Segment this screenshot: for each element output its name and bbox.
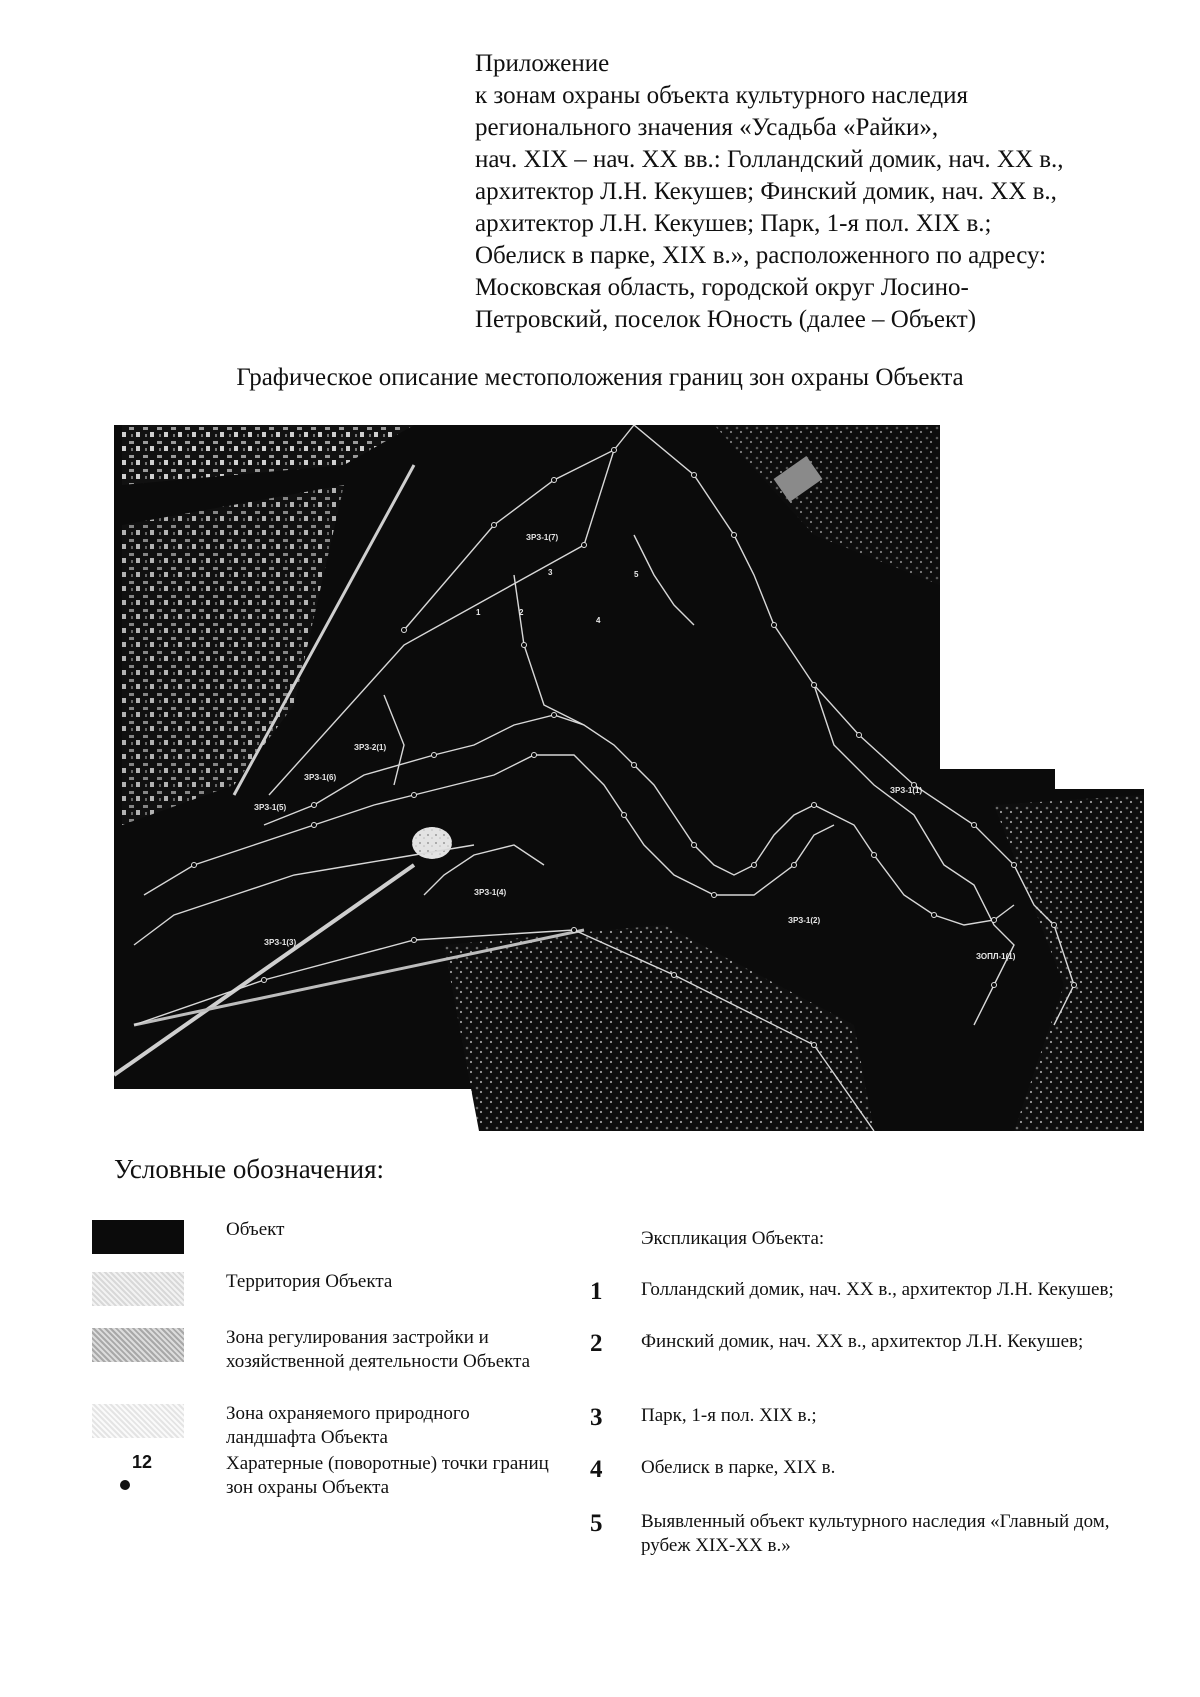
explication-text: Обелиск в парке, XIX в.	[641, 1457, 836, 1478]
legend-title: Условные обозначения:	[114, 1154, 385, 1184]
legend-item-regulation-zone	[92, 1326, 612, 1386]
map-caption: Графическое описание местоположения границ зон охраны Объекта	[236, 364, 964, 391]
explication-text: Голландский домик, нач. XX в., архитектор Л.Н. Кекушев;	[641, 1279, 1114, 1300]
legend-label: Харатерные (поворотные) точки границ зон охраны Объекта	[226, 1453, 549, 1498]
header-line: к зонам охраны объекта культурного наследия	[475, 82, 968, 109]
legend-label: Зона регулирования застройки и хозяйственной деятельности Объекта	[226, 1327, 531, 1372]
legend-item-boundary-points	[92, 1452, 612, 1512]
legend-point-number: 12	[132, 1452, 153, 1472]
legend-swatch-landscape-zone	[92, 1404, 184, 1438]
legend-swatch-territory	[92, 1272, 184, 1306]
header-line: Московская область, городской округ Лосино-	[475, 274, 969, 301]
legend-label: Объект	[226, 1219, 285, 1240]
explication-number: 2	[590, 1330, 603, 1357]
zone-label: ЗРЗ-1(3)	[264, 938, 297, 947]
legend-swatch-regulation-zone	[92, 1328, 184, 1362]
header-line: регионального значения «Усадьба «Райки»,	[475, 114, 939, 141]
header-line: Обелиск в парке, XIX в.», расположенного по адресу:	[475, 242, 1047, 269]
zones-map	[114, 425, 1144, 1131]
zone-label: ЗРЗ-1(6)	[304, 773, 337, 782]
legend-item-territory	[92, 1270, 612, 1330]
object-number: 3	[548, 568, 553, 577]
legend-swatch-object	[92, 1220, 184, 1254]
legend-label: Территория Объекта	[226, 1271, 393, 1292]
header-line: нач. XIX – нач. XX вв.: Голландский домик, нач. XX в.,	[475, 146, 1064, 173]
document-header	[475, 48, 1175, 336]
header-line: Петровский, поселок Юность (далее – Объект)	[475, 306, 977, 333]
object-number: 5	[634, 570, 639, 579]
legend-item-object	[92, 1218, 612, 1278]
explication-number: 4	[590, 1456, 603, 1483]
header-line: Приложение	[475, 50, 610, 77]
legend-label: Зона охраняемого природного ландшафта Объекта	[226, 1403, 470, 1448]
point-marker-icon	[120, 1480, 130, 1490]
header-line: архитектор Л.Н. Кекушев; Парк, 1-я пол. XIX в.;	[475, 210, 992, 237]
zone-label: ЗРЗ-1(4)	[474, 888, 507, 897]
object-number: 1	[476, 608, 481, 617]
zone-label: ЗРЗ-1(2)	[788, 916, 821, 925]
explication-text: Выявленный объект культурного наследия «Главный дом, рубеж XIX-XX в.»	[641, 1511, 1110, 1556]
zone-label: ЗРЗ-1(7)	[526, 533, 559, 542]
object-number: 4	[596, 616, 601, 625]
explication-text: Парк, 1-я пол. XIX в.;	[641, 1405, 817, 1426]
explication-number: 1	[590, 1278, 603, 1305]
explication-number: 3	[590, 1404, 603, 1431]
zone-label: ЗОПЛ-1(1)	[976, 952, 1016, 961]
zone-label: ЗРЗ-2(1)	[354, 743, 387, 752]
explication-text: Финский домик, нач. XX в., архитектор Л.Н. Кекушев;	[641, 1331, 1084, 1352]
header-line: архитектор Л.Н. Кекушев; Финский домик, нач. XX в.,	[475, 178, 1057, 205]
zone-label: ЗРЗ-1(5)	[254, 803, 287, 812]
zone-label: ЗРЗ-1(1)	[890, 786, 923, 795]
explication-title: Экспликация Объекта:	[641, 1228, 825, 1249]
explication-number: 5	[590, 1510, 603, 1537]
object-number: 2	[519, 608, 524, 617]
